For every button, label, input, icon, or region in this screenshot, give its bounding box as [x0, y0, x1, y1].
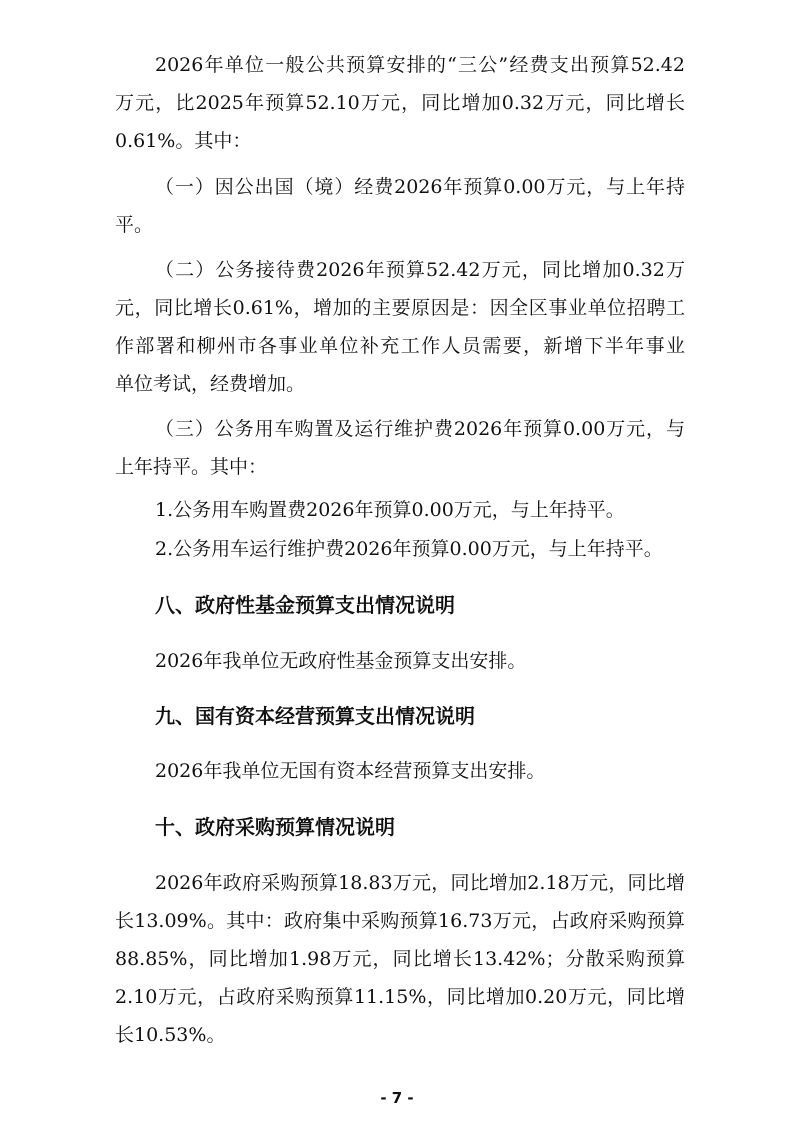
section-8-body: 2026年我单位无政府性基金预算支出安排。 — [155, 650, 527, 672]
item-abroad-line-1: （一）因公出国（境）经费2026年预算0.00万元，与上年持 — [155, 176, 685, 198]
section-10-body-line-1: 2026年政府采购预算18.83万元，同比增加2.18万元，同比增 — [155, 872, 685, 894]
section-10-body-line-2: 长13.09%。其中：政府集中采购预算16.73万元，占政府采购预算 — [115, 910, 685, 932]
section-10-body-line-3: 88.85%，同比增加1.98万元，同比增长13.42%；分散采购预算 — [115, 948, 685, 970]
paragraph-sangong-line-2: 万元，比2025年预算52.10万元，同比增加0.32万元，同比增长 — [115, 92, 685, 114]
section-9-heading: 九、国有资本经营预算支出情况说明 — [155, 704, 475, 728]
item-vehicle-maintenance: 2.公务用车运行维护费2026年预算0.00万元，与上年持平。 — [155, 538, 663, 560]
section-8-heading: 八、政府性基金预算支出情况说明 — [155, 593, 455, 617]
item-vehicles-line-1: （三）公务用车购置及运行维护费2026年预算0.00万元，与 — [155, 418, 685, 440]
section-10-body-line-4: 2.10万元，占政府采购预算11.15%，同比增加0.20万元，同比增 — [115, 986, 685, 1008]
item-reception-line-4: 单位考试，经费增加。 — [115, 373, 306, 395]
item-reception-line-3: 作部署和柳州市各事业单位补充工作人员需要，新增下半年事业 — [115, 335, 685, 357]
item-reception-line-2: 元，同比增长0.61%，增加的主要原因是：因全区事业单位招聘工 — [115, 297, 685, 319]
item-vehicle-purchase: 1.公务用车购置费2026年预算0.00万元，与上年持平。 — [155, 499, 625, 521]
item-reception-line-1: （二）公务接待费2026年预算52.42万元，同比增加0.32万 — [155, 259, 685, 281]
paragraph-sangong-line-1: 2026年单位一般公共预算安排的“三公”经费支出预算52.42 — [155, 54, 685, 76]
section-9-body: 2026年我单位无国有资本经营预算支出安排。 — [155, 760, 546, 782]
page-number: - 7 - — [380, 1089, 414, 1107]
item-abroad-line-2: 平。 — [115, 214, 154, 236]
section-10-heading: 十、政府采购预算情况说明 — [155, 815, 395, 839]
item-vehicles-line-2: 上年持平。其中： — [115, 456, 268, 478]
paragraph-sangong-line-3: 0.61%。其中： — [115, 130, 252, 152]
section-10-body-line-5: 长10.53%。 — [115, 1024, 226, 1046]
